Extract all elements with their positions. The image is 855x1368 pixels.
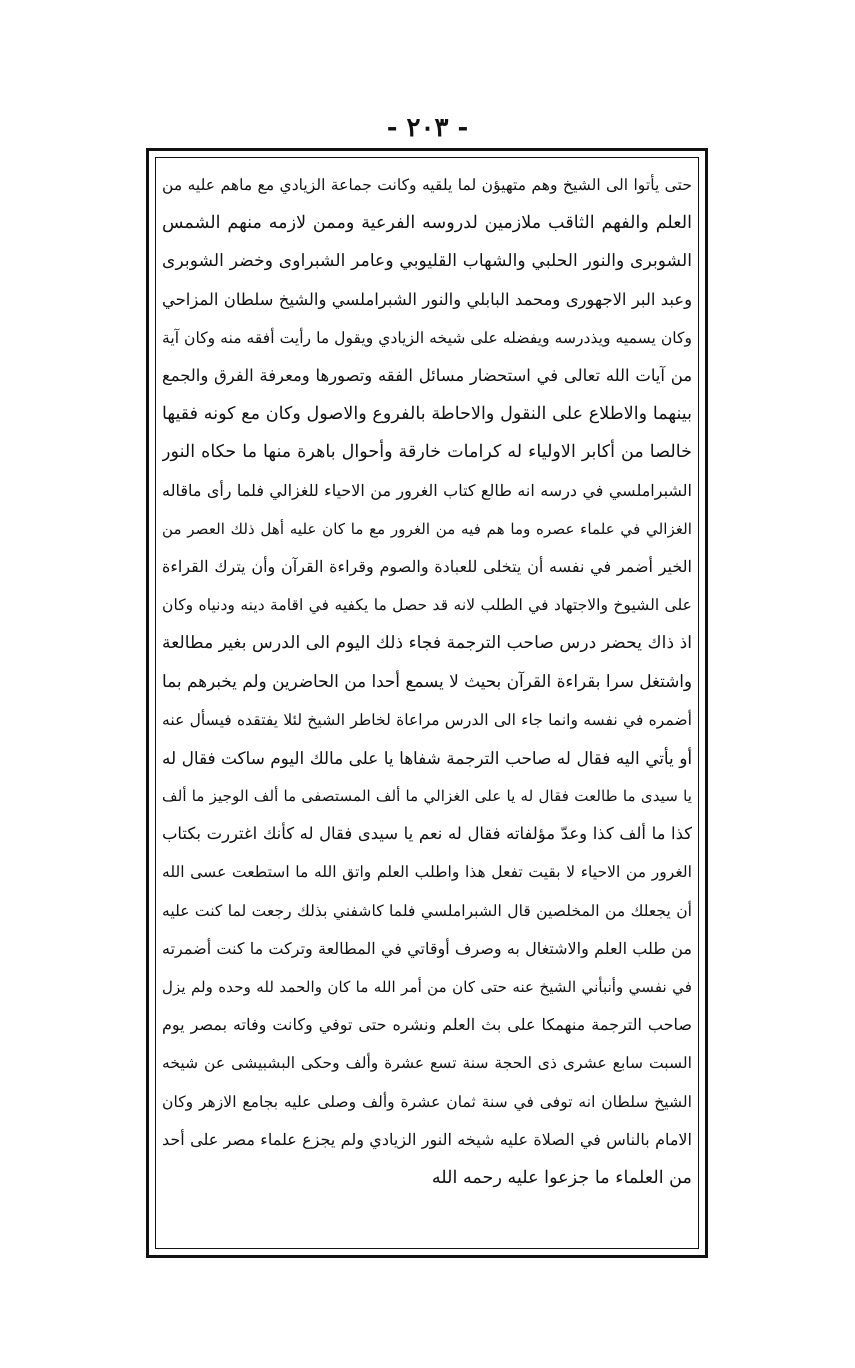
text-line: حتى يأتوا الى الشيخ وهم متهيؤن لما يلقيه وكانت جماعة الزيادي مع ماهم عليه من (162, 176, 692, 194)
text-line: الغزالي في علماء عصره وما هم فيه من الغرور مع ما كان عليه أهل ذلك العصر من (162, 519, 692, 538)
text-line: أن يجعلك من المخلصين قال الشبراملسي فلما كاشفني بذلك رجعت لما كنت عليه (162, 901, 692, 920)
text-line: يا سيدى ما طالعت فقال له يا على الغزالي ما ألف المستصفى ما ألف الوجيز ما ألف (162, 787, 692, 805)
text-line: أو يأتي اليه فقال له صاحب الترجمة شفاها يا على مالك اليوم ساكت فقال له (162, 747, 692, 768)
page-number: - ٢٠٣ - (386, 113, 469, 143)
text-line: الخير أضمر في نفسه أن يتخلى للعبادة والصوم وقراءة القرآن وأن يترك القراءة (162, 556, 692, 576)
text-line: وكان يسميه ويذدرسه ويفضله على شيخه الزيادي ويقول ما رأيت أفقه منه وكان آية (162, 328, 692, 347)
text-line: الشبراملسي في درسه انه طالع كتاب الغرور من الاحياء للغزالي فلما رأى ماقاله (162, 480, 692, 500)
text-line: الشيخ سلطان انه توفى في سنة ثمان عشرة وألف وصلى عليه بجامع الازهر وكان (162, 1092, 692, 1111)
text-line: كذا ما ألف كذا وعدّ مؤلفاته فقال له نعم يا سيدى فقال له كأنك اغتررت بكتاب (162, 824, 692, 844)
text-line: من آيات الله تعالى في استحضار مسائل الفقه وتصورها ومعرفة الفرق والجمع (162, 365, 692, 385)
text-line: من العلماء ما جزعوا عليه رحمه الله (431, 1167, 692, 1188)
text-line: في نفسي وأنبأني الشيخ عنه حتى كان من أمر الله ما كان والحمد لله وحده ولم يزل (162, 977, 692, 996)
text-line: على الشيوخ والاجتهاد في الطلب لانه قد حصل ما يكفيه في اقامة دينه ودنياه وكان (162, 596, 692, 615)
text-line: أضمره في نفسه وانما جاء الى الدرس مراعاة لخاطر الشيخ لئلا يفتقده فيسأل عنه (162, 710, 692, 729)
text-line: العلم والفهم الثاقب ملازمين لدروسه الفرعية وممن لازمه منهم الشمس (162, 213, 692, 234)
text-line: الشوبرى والنور الحلبي والشهاب القليوبي وعامر الشبراوى وخضر الشوبرى (162, 251, 692, 272)
text-line: السبت سابع عشرى ذى الحجة سنة تسع عشرة وألف وحكى البشبيشى عن شيخه (162, 1054, 692, 1073)
text-line: الغرور من الاحياء لا بقيت تفعل هذا واطلب العلم واتق الله ما استطعت عسى الله (162, 863, 692, 882)
text-line: من طلب العلم والاشتغال به وصرف أوقاتي في المطالعة وتركت ما كنت أضمرته (162, 938, 692, 958)
text-line: وعبد البر الاجهورى ومحمد البابلي والنور الشبراملسي والشيخ سلطان المزاحي (162, 289, 692, 309)
text-line: اذ ذاك يحضر درس صاحب الترجمة فجاء ذلك اليوم الى الدرس بغير مطالعة (162, 633, 692, 654)
body-text (162, 166, 692, 1197)
text-line: صاحب الترجمة منهمكا على بث العلم ونشره حتى توفي وكانت وفاته بمصر يوم (162, 1015, 692, 1035)
text-line: خالصا من أكابر الاولياء له كرامات خارقة وأحوال باهرة منها ما حكاه النور (162, 442, 692, 463)
text-line: الامام بالناس في الصلاة عليه شيخه النور الزيادي ولم يجزع علماء مصر على أحد (162, 1129, 692, 1149)
text-line: بينهما والاطلاع على النقول والاحاطة بالفروع والاصول وكان مع كونه فقيها (162, 404, 692, 425)
text-line: واشتغل سرا بقراءة القرآن بحيث لا يسمع أحدا من الحاضرين ولم يخبرهم بما (162, 671, 692, 692)
